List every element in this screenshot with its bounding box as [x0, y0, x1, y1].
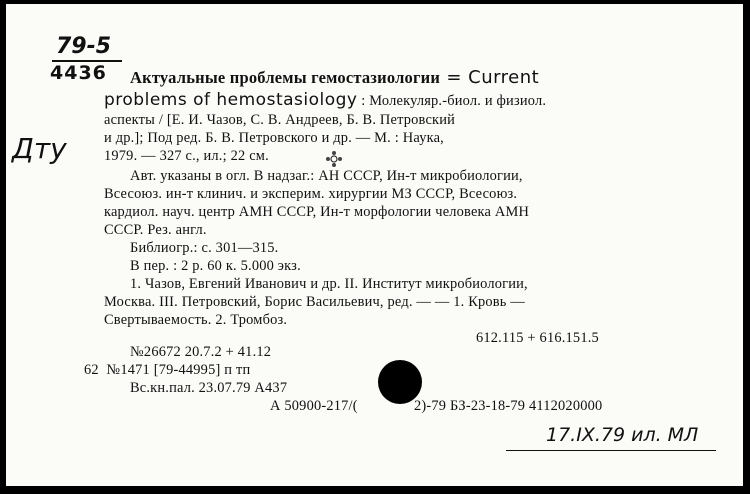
- subtitle-start: : Молекуляр.-биол. и физиол.: [357, 93, 547, 109]
- registration-line-2: [84, 362, 250, 378]
- card-line-13: Москва. III. Петровский, Борис Васильевич, ред. — — 1. Кровь —: [104, 294, 525, 310]
- card-line-10: Библиогр.: с. 301—315.: [130, 240, 279, 256]
- card-line-5: 1979. — 327 с., ил.; 22 см.: [104, 148, 269, 164]
- title-line-2: [104, 92, 546, 109]
- title-line: [130, 67, 540, 88]
- bottom-code-start: А 50900-217/(: [270, 398, 358, 414]
- card-line-8: кардиол. науч. центр АМН СССР, Ин-т морфологии человека АМН: [104, 204, 530, 220]
- registration-number: №1471 [79-44995] п тп: [106, 362, 251, 378]
- handwritten-date-stamp: 17.IX.79 ил. МЛ: [546, 424, 699, 446]
- registration-prefix: 62: [84, 362, 99, 378]
- card-line-6: Авт. указаны в огл. В надзаг.: АН СССР, Ин-т микробиологии,: [130, 168, 523, 184]
- punch-hole: [378, 360, 422, 404]
- udc-code: 612.115 + 616.151.5: [476, 330, 599, 346]
- handwritten-margin-note: Дту: [12, 132, 67, 165]
- date-underline: [506, 450, 716, 451]
- handwritten-code-bottom: 4436: [50, 62, 107, 84]
- card-line-11: В пер. : 2 р. 60 к. 5.000 экз.: [130, 258, 301, 274]
- registration-line-1: №26672 20.7.2 + 41.12: [130, 344, 272, 360]
- bottom-code-end: 2)-79 БЗ-23-18-79 4112020000: [414, 398, 603, 414]
- card-line-14: Свертываемость. 2. Тромбоз.: [104, 312, 288, 328]
- flower-stamp-icon: [322, 150, 346, 168]
- catalog-card: [6, 4, 743, 486]
- card-line-4: и др.]; Под ред. Б. В. Петровского и др. — М. : Наука,: [104, 130, 444, 146]
- card-line-7: Всесоюз. ин-т клинич. и эксперим. хирургии МЗ СССР, Всесоюз.: [104, 186, 518, 202]
- card-line-3: аспекты / [Е. И. Чазов, С. В. Андреев, Б. В. Петровский: [104, 112, 456, 128]
- parallel-title-start: = Current: [440, 67, 540, 88]
- book-title: Актуальные проблемы гемостазиологии: [130, 68, 441, 87]
- card-line-12: 1. Чазов, Евгений Иванович и др. II. Институт микробиологии,: [130, 276, 528, 292]
- parallel-title-en: problems of hemostasiology: [104, 90, 358, 110]
- card-line-9: СССР. Рез. англ.: [104, 222, 207, 238]
- registration-line-3: Вс.кн.пал. 23.07.79 А437: [130, 380, 288, 396]
- handwritten-code-top: 79-5: [56, 34, 112, 59]
